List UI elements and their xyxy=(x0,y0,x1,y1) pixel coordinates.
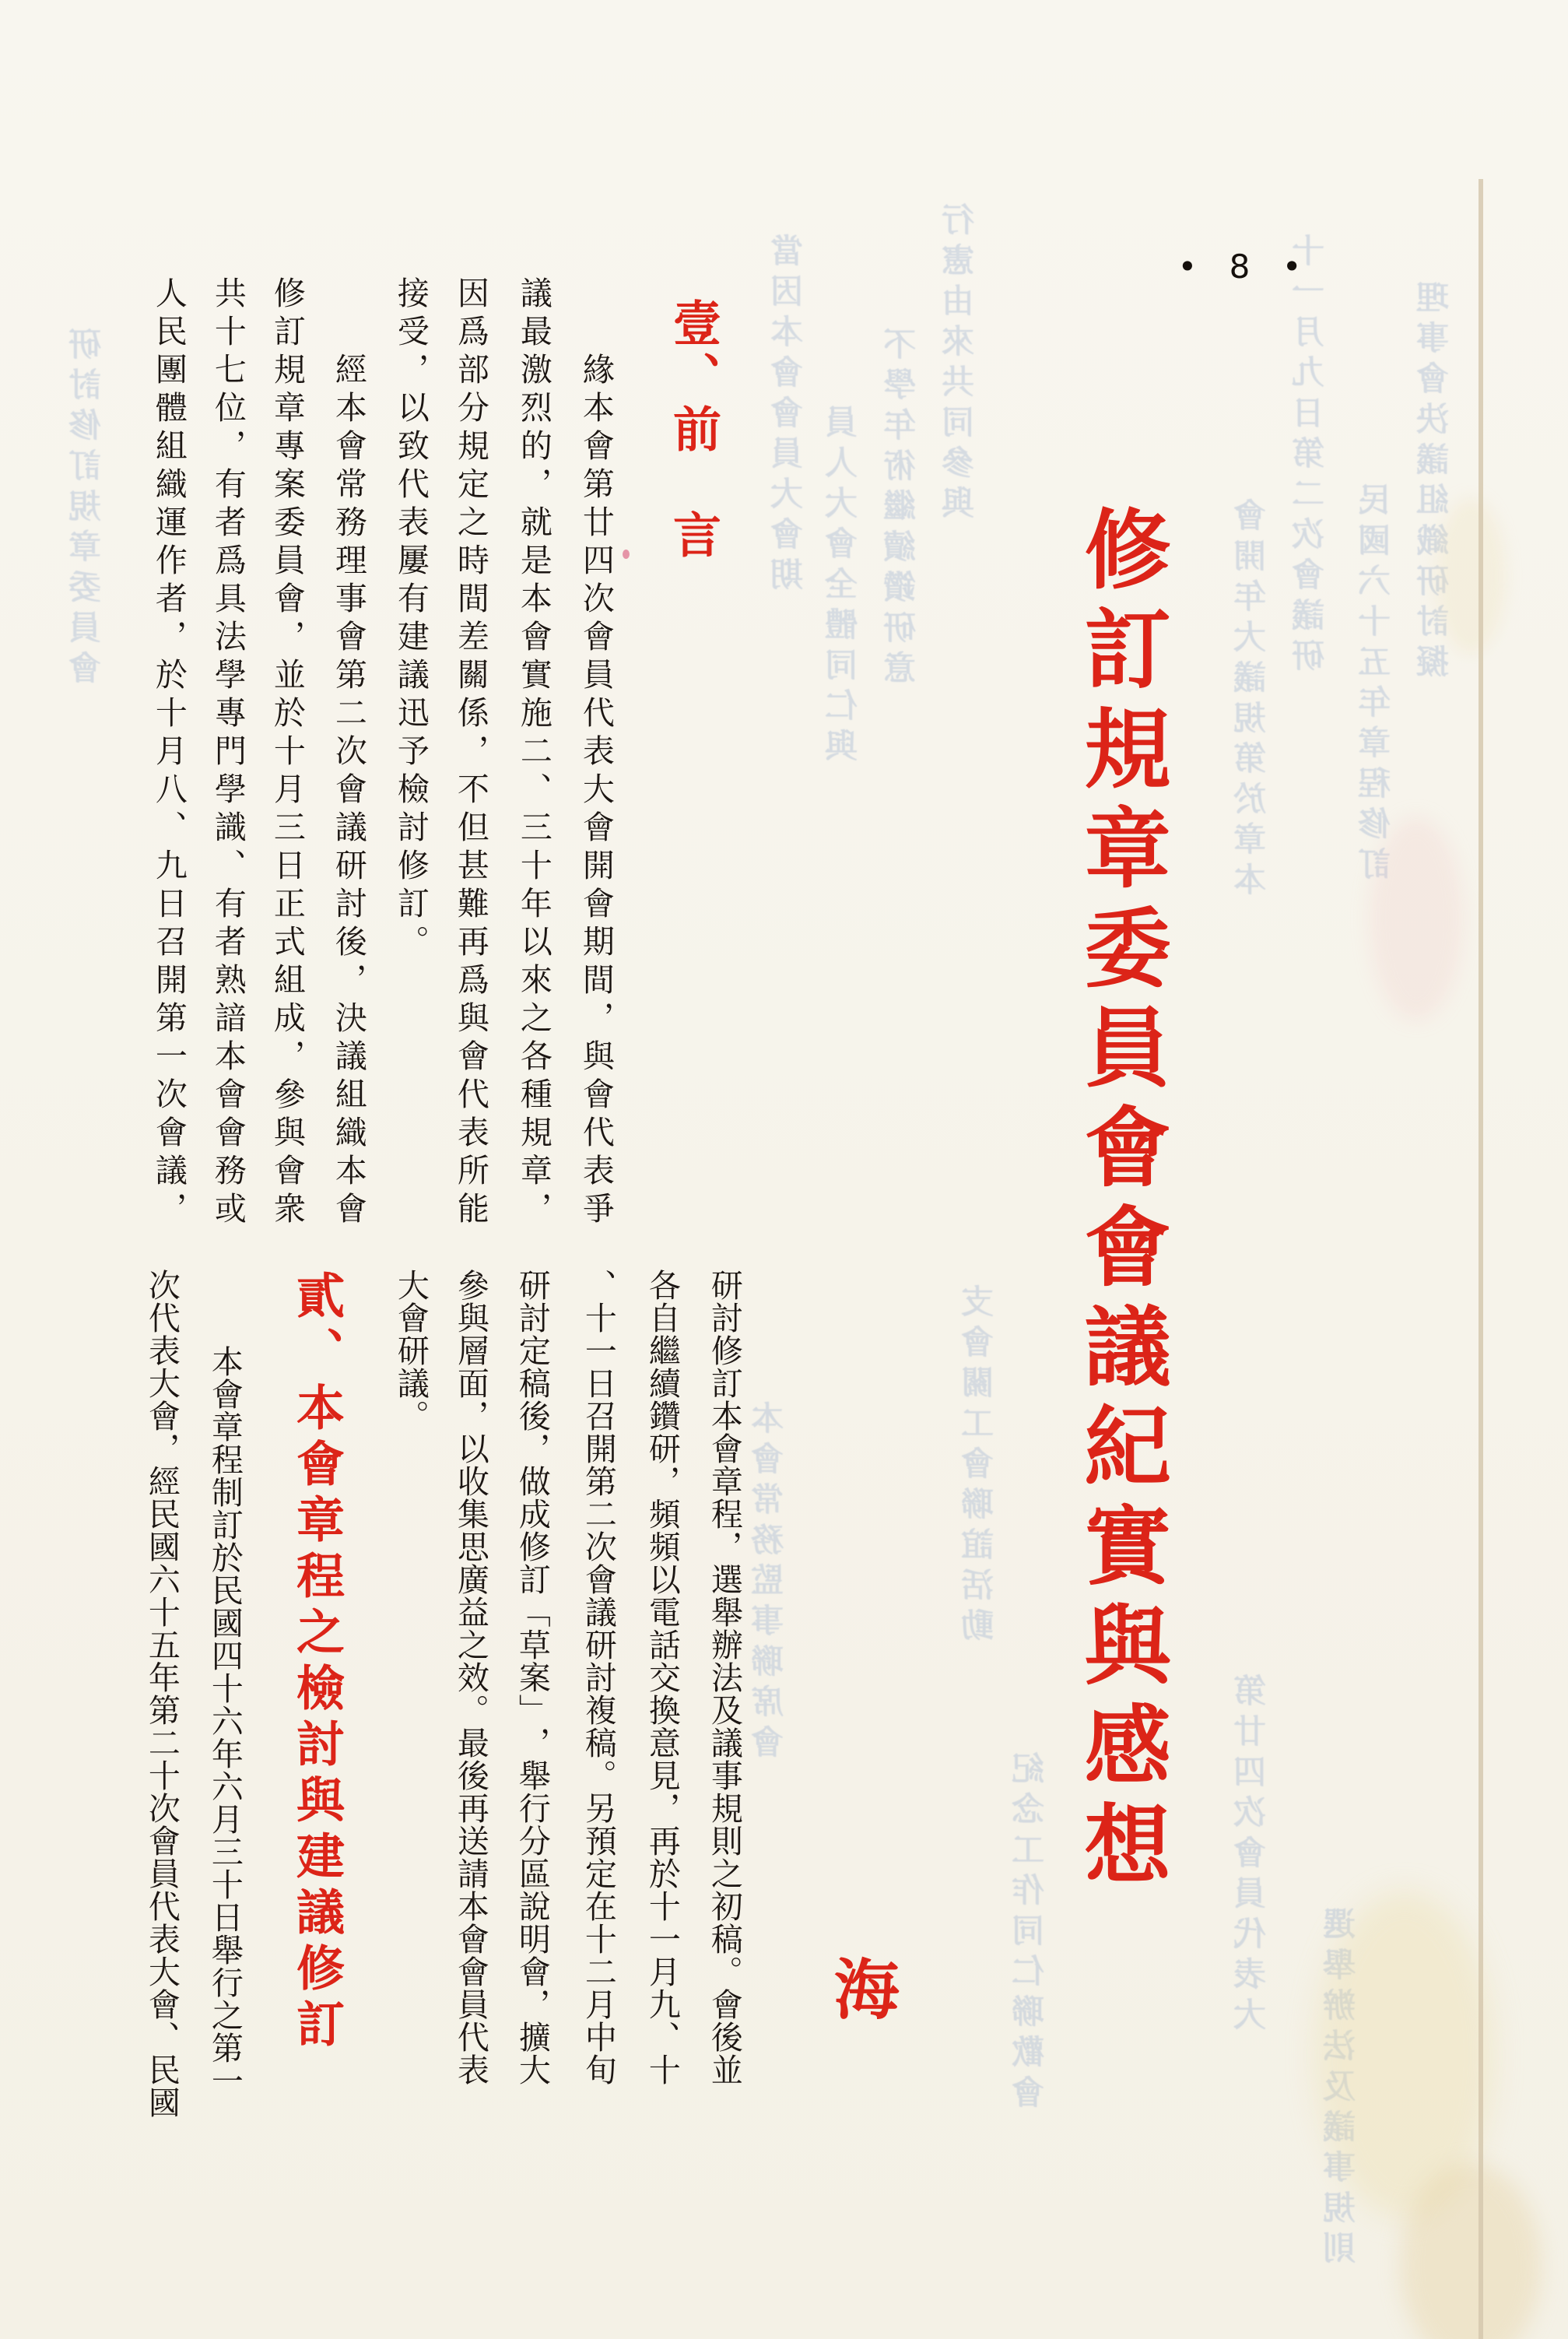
text-column: 各自繼續鑽研，頻頻以電話交換意見，再於十一月九、十 xyxy=(643,1269,681,2086)
text-column: 經本會常務理事會第二次會議研討後，決議組織本會 xyxy=(329,353,367,1230)
ink-speck xyxy=(623,550,630,559)
bleedthrough-text: 十一月九日第二次會議研 xyxy=(1291,234,1329,679)
stain xyxy=(1401,2164,1541,2339)
text-column: 因爲部分規定之時間差關係，不但甚難再爲與會代表所能 xyxy=(451,276,489,1230)
text-column: 緣本會第廿四次會員代表大會開會期間，與會代表爭 xyxy=(577,353,615,1230)
bleedthrough-text: 不學年術繼續鑽研意 xyxy=(882,327,921,691)
bleedthrough-text: 員人大會全體同仁與 xyxy=(824,405,862,769)
text-column: 修訂規章專案委員會，並於十月三日正式組成，參與會衆 xyxy=(268,276,306,1230)
text-column: 參與層面，以收集思廣益之效。最後再送請本會會員代表 xyxy=(451,1269,489,2086)
text-column: 人民團體組織運作者，於十月八、九日召開第一次會議， xyxy=(149,276,188,1230)
bleedthrough-text: 民國六十五年章程修訂 xyxy=(1357,483,1395,887)
section-heading: 貳、本會章程之檢討與建議修訂 xyxy=(288,1270,346,2055)
text-column: 研討修訂本會章程，選舉辦法及議事規則之初稿。會後並 xyxy=(705,1269,743,2086)
text-column: 大會研議。 xyxy=(391,1269,430,1432)
bleedthrough-text: 選舉辦法及議事規則 xyxy=(1322,1907,1360,2271)
author-name: 海 xyxy=(823,1955,901,2021)
bleedthrough-text: 第廿四次會員代表大 xyxy=(1233,1673,1271,2038)
bleedthrough-text: 理事會決議組織研討擬 xyxy=(1415,280,1454,685)
bleedthrough-text: 研討修訂規章委員會 xyxy=(68,327,106,691)
text-column: 本會章程制訂於民國四十六年六月三十日舉行之第一 xyxy=(205,1345,244,2097)
bleedthrough-text: 會開年大議規第於章本 xyxy=(1233,498,1271,903)
bleedthrough-text: 本會常務監事聯席會 xyxy=(750,1401,788,1765)
text-column: 共十七位，有者爲具法學專門學識、有者熟諳本會會務或 xyxy=(209,276,247,1230)
bleedthrough-text: 支會關工會聯誼活動 xyxy=(960,1284,998,1649)
stain xyxy=(1315,1891,1494,2218)
text-column: 接受，以致代表屢有建議迅予檢討修訂。 xyxy=(391,276,430,963)
text-column: 、十一日召開第二次會議研討複稿。另預定在十二月中旬 xyxy=(579,1269,617,2086)
section-heading: 壹、前 言 xyxy=(665,298,722,563)
text-column: 研討定稿後，做成修訂﹁草案﹂，舉行分區說明會，擴大 xyxy=(513,1269,551,2086)
text-column: 議最激烈的，就是本會實施二、三十年以來之各種規章， xyxy=(514,276,552,1230)
stain xyxy=(1436,498,1506,654)
stain xyxy=(1370,817,1463,1020)
bleedthrough-text: 行憲由來共同參與 xyxy=(941,202,979,526)
bleedthrough-text: 紀念工作同仁聯歡會 xyxy=(1011,1751,1049,2116)
page-edge xyxy=(1479,179,1483,2339)
bleedthrough-text: 當因本會會員大會期 xyxy=(770,234,808,598)
page-number: • 8 • xyxy=(1177,248,1313,286)
article-title: 修訂規章委員會會議紀實與感想 xyxy=(1069,504,1171,1899)
text-column: 次代表大會，經民國六十五年第二十次會員代表大會、民國 xyxy=(142,1269,181,2119)
